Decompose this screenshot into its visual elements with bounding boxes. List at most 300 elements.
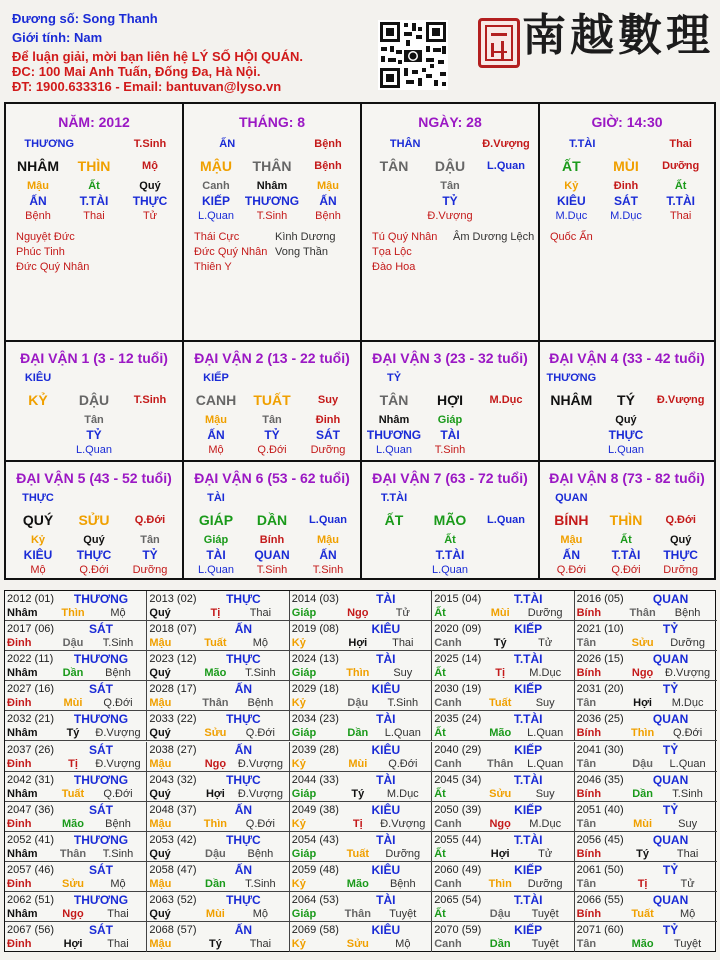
year-branch: Ngọ: [631, 667, 654, 680]
year-branch: Sửu: [204, 727, 227, 740]
year-branch: Tý: [493, 637, 507, 650]
year-cell[interactable]: [5, 892, 147, 922]
year-stem: Tân: [576, 697, 597, 710]
year-cell[interactable]: [575, 621, 717, 651]
hidden-stage: Bệnh: [25, 210, 51, 222]
dai-van-6: [184, 462, 362, 580]
year-stage: Q.Đới: [245, 817, 275, 830]
year-stem: Quý: [149, 787, 171, 800]
year-cell[interactable]: [147, 922, 289, 952]
dai-van-stage: Q.Đới: [665, 514, 696, 526]
year-god: QUAN: [652, 652, 689, 667]
year-cell[interactable]: [432, 591, 574, 621]
year-god: TÀI: [376, 592, 396, 606]
year-cell[interactable]: [290, 802, 432, 832]
dai-van-title: ĐẠI VẬN 8 (73 - 82 tuổi): [549, 470, 705, 486]
dai-van-hidden-stem: Tân: [84, 414, 104, 426]
year-branch: Thân: [629, 607, 656, 619]
year-cell[interactable]: [290, 772, 432, 802]
year-stem: Kỷ: [291, 817, 306, 830]
hidden-stage: M.Dục: [610, 210, 642, 222]
year-branch: Thân: [202, 697, 229, 710]
year-stage: Tuyệt: [531, 908, 559, 920]
dai-van-hidden-stem: Tân: [262, 414, 282, 426]
year-cell[interactable]: [432, 651, 574, 681]
year-cell[interactable]: [432, 862, 574, 892]
year-god: ẤN: [234, 682, 253, 697]
dai-van-stem: ẤT: [384, 512, 404, 528]
year-stem: Kỷ: [291, 637, 306, 650]
dai-van-7: [362, 462, 540, 580]
year-branch: Mão: [62, 817, 84, 830]
year-stage: Bệnh: [105, 817, 131, 830]
dai-van-god: KIẾP: [203, 372, 229, 384]
year-stage: Dưỡng: [385, 847, 421, 860]
year-cell[interactable]: [575, 892, 717, 922]
year-stem: Đinh: [7, 697, 32, 710]
year-branch: Tị: [637, 877, 648, 890]
year-cell[interactable]: [5, 742, 147, 772]
dai-van-branch: DẬU: [78, 392, 110, 408]
star-item: Kình Dương: [275, 231, 336, 243]
year-god: SÁT: [89, 742, 113, 757]
header-line-contact: Để luận giải, mời bạn liên hệ LÝ SỐ HỘI QUÁN.: [12, 49, 303, 64]
dai-van-5: [6, 462, 184, 580]
year-cell[interactable]: [5, 802, 147, 832]
dai-van-god: THƯƠNG: [546, 372, 597, 384]
year-label: 2064 (53): [291, 894, 339, 906]
hidden-god: T.TÀI: [79, 194, 109, 208]
pillar-4: [540, 104, 714, 342]
dai-van-god: QUAN: [555, 492, 588, 504]
year-stage: Tử: [680, 877, 695, 890]
year-stage: Dưỡng: [670, 637, 705, 650]
year-stem: Bính: [576, 607, 602, 619]
dai-van-stem: BÍNH: [554, 512, 589, 528]
year-god: T.TÀI: [513, 592, 543, 606]
year-cell[interactable]: [575, 862, 717, 892]
year-label: 2037 (26): [7, 743, 55, 756]
year-label: 2027 (16): [7, 683, 55, 696]
year-branch: Mão: [346, 877, 369, 890]
year-stage: Bệnh: [247, 847, 274, 860]
hidden-stem: Nhâm: [256, 180, 288, 192]
year-branch: Mùi: [205, 908, 225, 920]
hidden-stage: Thai: [83, 210, 105, 222]
year-cell[interactable]: [5, 772, 147, 802]
year-cell[interactable]: [5, 832, 147, 862]
year-label: 2032 (21): [7, 713, 55, 726]
year-cell[interactable]: [290, 892, 432, 922]
year-label: 2051 (40): [576, 803, 624, 816]
year-cell[interactable]: [432, 832, 574, 862]
year-stage: Q.Đới: [388, 757, 418, 770]
dai-van-stem: KỶ: [28, 392, 48, 408]
hidden-god: THƯƠNG: [244, 194, 300, 208]
year-god: SÁT: [89, 862, 113, 877]
dai-van-hidden-stem: Ất: [444, 534, 456, 546]
year-stage: M.Dục: [671, 697, 704, 710]
year-god: ẤN: [234, 923, 253, 938]
year-label: 2017 (06): [7, 623, 55, 636]
dai-van-hidden-stage: Mộ: [30, 564, 46, 576]
year-cell[interactable]: [575, 651, 717, 681]
year-stem: Bính: [576, 908, 602, 920]
year-stem: Ất: [434, 847, 446, 860]
year-stem: Tân: [576, 757, 597, 770]
year-branch: Thìn: [630, 727, 655, 740]
dai-van-hidden-stem: Mậu: [205, 414, 227, 426]
year-cell[interactable]: [575, 832, 717, 862]
year-cell[interactable]: [5, 711, 147, 741]
year-label: 2040 (29): [434, 743, 482, 756]
year-stem: Đinh: [7, 757, 32, 770]
year-branch: Tý: [636, 847, 650, 860]
year-branch: Dần: [62, 667, 84, 680]
hidden-stem: Quý: [139, 180, 161, 192]
year-stem: Canh: [434, 817, 462, 830]
year-cell[interactable]: [290, 681, 432, 711]
star-item: Phúc Tinh: [16, 246, 65, 258]
year-branch: Thìn: [61, 607, 85, 619]
year-stem: Ất: [434, 607, 446, 619]
year-branch: Hợi: [490, 847, 510, 860]
year-branch: Thân: [59, 847, 87, 860]
year-cell[interactable]: [432, 742, 574, 772]
year-cell[interactable]: [147, 772, 289, 802]
dai-van-hidden-stem: Mậu: [560, 534, 583, 546]
year-branch: Thân: [344, 908, 371, 920]
year-label: 2056 (45): [576, 833, 624, 846]
year-cell[interactable]: [575, 922, 717, 952]
year-cell[interactable]: [290, 922, 432, 952]
dai-van-hidden-stem: Quý: [83, 534, 105, 546]
dai-van-god: T.TÀI: [380, 492, 408, 504]
header-line-gender: Giới tính: Nam: [12, 30, 103, 45]
year-stem: Nhâm: [7, 607, 38, 619]
year-stage: L.Quan: [527, 727, 564, 740]
dai-van-stage: Q.Đới: [134, 514, 166, 526]
year-stage: Mộ: [252, 908, 269, 920]
dai-van-hidden-god: ẤN: [319, 548, 337, 562]
star-item: Đức Quý Nhân: [194, 246, 268, 258]
year-stem: Bính: [576, 787, 602, 800]
year-stage: T.Sinh: [387, 697, 419, 710]
year-branch: Ngọ: [62, 908, 84, 920]
year-branch: Tuất: [61, 787, 85, 800]
dai-van-hidden-stage: Q.Đới: [79, 564, 109, 576]
year-stem: Kỷ: [291, 877, 306, 890]
year-stage: Dưỡng: [527, 607, 563, 619]
year-cell[interactable]: [432, 802, 574, 832]
year-stage: Đ.Vượng: [95, 757, 141, 770]
dai-van-hidden-god: ẤN: [207, 428, 225, 442]
dai-van-hidden-stem: Tân: [140, 534, 160, 546]
year-stage: Đ.Vượng: [237, 757, 283, 770]
hidden-stem: Tân: [440, 180, 460, 192]
year-god: THỰC: [226, 592, 261, 606]
year-stem: Canh: [434, 697, 462, 710]
heavenly-stem: ẤT: [561, 158, 581, 174]
year-cell[interactable]: [432, 621, 574, 651]
year-stage: Suy: [535, 787, 555, 800]
year-label: 2031 (20): [576, 683, 624, 696]
hidden-stem: Ất: [88, 180, 100, 192]
dai-van-hidden-stage: L.Quan: [75, 444, 113, 456]
year-cell[interactable]: [290, 832, 432, 862]
year-god: T.TÀI: [513, 893, 543, 907]
year-cell[interactable]: [432, 892, 574, 922]
dai-van-hidden-stage: Dưỡng: [663, 564, 699, 576]
year-stage: Tử: [538, 637, 553, 650]
year-stage: Thai: [107, 938, 129, 951]
year-cell[interactable]: [147, 862, 289, 892]
year-god: ẤN: [234, 802, 253, 817]
year-cell[interactable]: [575, 591, 717, 621]
year-branch: Tị: [495, 667, 506, 680]
year-branch: Thìn: [346, 667, 370, 680]
year-cell[interactable]: [5, 922, 147, 952]
dai-van-stem: CANH: [195, 392, 237, 408]
year-cell[interactable]: [147, 591, 289, 621]
year-stage: M.Dục: [529, 817, 562, 830]
year-god: KIÊU: [371, 622, 401, 637]
year-label: 2022 (11): [7, 653, 54, 666]
year-cell[interactable]: [290, 711, 432, 741]
dai-van-hidden-god: ẤN: [562, 548, 580, 562]
hidden-god: THỰC: [132, 194, 168, 208]
year-stage: Mộ: [110, 877, 126, 890]
year-god: ẤN: [234, 862, 253, 877]
year-stem: Kỷ: [291, 938, 306, 951]
hidden-stage: M.Dục: [555, 210, 588, 222]
year-stage: L.Quan: [384, 727, 421, 740]
pillar-stem-god: THÂN: [389, 138, 421, 150]
year-branch: Tuất: [346, 847, 369, 860]
star-item: Thiên Y: [194, 261, 232, 273]
year-god: TÀI: [376, 772, 396, 787]
year-cell[interactable]: [432, 681, 574, 711]
header-line-address: ĐC: 100 Mai Anh Tuấn, Đống Đa, Hà Nội.: [12, 64, 261, 79]
header-line-name: Đương số: Song Thanh: [12, 11, 158, 26]
year-branch: Hợi: [63, 938, 83, 951]
dai-van-hidden-stem: Bính: [259, 534, 285, 546]
year-god: THỰC: [226, 772, 261, 787]
year-branch: Tị: [352, 817, 363, 830]
year-cell[interactable]: [147, 681, 289, 711]
earthly-branch: THÌN: [77, 158, 111, 174]
branch-stage: Bệnh: [314, 160, 342, 172]
star-item: Quốc Ấn: [550, 231, 593, 243]
dai-van-hidden-god: SÁT: [316, 428, 340, 442]
year-label: 2035 (24): [434, 713, 482, 726]
year-cell[interactable]: [5, 681, 147, 711]
year-branch: Tý: [66, 727, 80, 740]
year-cell[interactable]: [147, 651, 289, 681]
year-label: 2034 (23): [291, 713, 339, 726]
year-branch: Ngọ: [204, 757, 227, 770]
year-branch: Tuất: [204, 637, 227, 650]
year-cell[interactable]: [575, 742, 717, 772]
year-cell[interactable]: [432, 711, 574, 741]
header-line-phone-email: ĐT: 1900.633316 - Email: bantuvan@lyso.vn: [12, 79, 282, 94]
dai-van-branch: MÃO: [433, 512, 467, 528]
year-god: KIẾP: [514, 802, 543, 817]
year-stem: Bính: [576, 847, 602, 860]
year-label: 2054 (43): [291, 833, 339, 846]
hidden-stage: L.Quan: [197, 210, 235, 222]
pillar-top-stage: T.Sinh: [133, 138, 167, 150]
hidden-stage: Bệnh: [315, 210, 341, 222]
year-stage: Dưỡng: [527, 877, 563, 890]
dai-van-stage: Suy: [317, 394, 339, 406]
year-stem: Kỷ: [291, 757, 306, 770]
year-stem: Canh: [434, 637, 462, 650]
year-cell[interactable]: [575, 681, 717, 711]
year-stage: Mộ: [679, 908, 696, 920]
star-item: Vong Thần: [275, 246, 329, 258]
year-branch: Mùi: [63, 697, 83, 710]
year-stem: Mậu: [149, 877, 172, 890]
year-god: THỰC: [226, 712, 261, 727]
dai-van-hidden-stem: Giáp: [437, 414, 463, 426]
year-stage: Bệnh: [389, 877, 416, 890]
year-cell[interactable]: [290, 742, 432, 772]
year-stage: Thai: [676, 847, 699, 860]
dai-van-branch: DẦN: [256, 512, 288, 528]
year-cell[interactable]: [147, 832, 289, 862]
year-god: THƯƠNG: [73, 652, 129, 667]
year-stem: Bính: [576, 727, 602, 740]
year-cell[interactable]: [147, 742, 289, 772]
year-cell[interactable]: [5, 862, 147, 892]
year-stage: Tử: [538, 847, 553, 860]
year-cell[interactable]: [5, 591, 147, 621]
dai-van-hidden-god: TỶ: [86, 428, 102, 442]
dai-van-stage: M.Dục: [489, 394, 523, 406]
year-cell[interactable]: [575, 802, 717, 832]
hidden-god: ẤN: [319, 194, 337, 208]
year-stage: Đ.Vượng: [95, 727, 141, 740]
year-label: 2059 (48): [291, 863, 339, 876]
pillar-top-stage: Đ.Vượng: [482, 138, 530, 150]
year-cell[interactable]: [290, 621, 432, 651]
dai-van-hidden-stem: Mậu: [317, 534, 339, 546]
year-branch: Tý: [208, 938, 222, 951]
year-cell[interactable]: [147, 711, 289, 741]
year-cell[interactable]: [290, 862, 432, 892]
dai-van-hidden-god: KIÊU: [23, 548, 53, 562]
year-stem: Tân: [576, 877, 597, 890]
year-stage: T.Sinh: [672, 787, 703, 800]
year-god: T.TÀI: [513, 652, 543, 667]
star-item: Tọa Lộc: [372, 246, 412, 258]
year-branch: Dần: [347, 727, 369, 740]
year-stem: Nhâm: [7, 847, 38, 860]
year-cell[interactable]: [147, 892, 289, 922]
year-stage: M.Dục: [529, 667, 562, 680]
pillar-title: GIỜ: 14:30: [591, 114, 663, 130]
year-label: 2025 (14): [434, 653, 482, 666]
year-god: TỶ: [662, 923, 679, 938]
year-label: 2057 (46): [7, 863, 55, 876]
year-stage: Tử: [395, 607, 410, 619]
hidden-god: ẤN: [29, 194, 47, 208]
dai-van-hidden-god: TỶ: [142, 548, 158, 562]
year-cell[interactable]: [5, 651, 147, 681]
branch-stage: L.Quan: [487, 160, 525, 172]
year-label: 2052 (41): [7, 833, 55, 846]
year-label: 2065 (54): [434, 894, 482, 906]
dai-van-branch: SỬU: [78, 512, 110, 528]
year-cell[interactable]: [147, 802, 289, 832]
year-cell[interactable]: [147, 621, 289, 651]
dai-van-hidden-stem: Đinh: [315, 414, 341, 426]
hidden-god: TỶ: [442, 194, 458, 208]
year-stage: Tuyệt: [674, 938, 702, 951]
year-branch: Hợi: [633, 697, 652, 710]
qr-code-icon[interactable]: [378, 20, 448, 90]
year-cell[interactable]: [575, 711, 717, 741]
annual-luck-grid: [4, 590, 716, 952]
year-stem: Giáp: [291, 727, 317, 740]
year-label: 2023 (12): [149, 653, 197, 666]
year-cell[interactable]: [575, 772, 717, 802]
year-branch: Tuất: [488, 697, 512, 710]
year-branch: Dậu: [205, 847, 226, 860]
year-god: THỰC: [226, 832, 261, 847]
year-label: 2069 (58): [291, 924, 339, 937]
year-stem: Canh: [434, 938, 462, 951]
heavenly-stem: NHÂM: [17, 158, 59, 174]
year-stem: Ất: [434, 787, 446, 800]
year-label: 2024 (13): [291, 653, 339, 666]
year-god: QUAN: [652, 772, 689, 787]
year-stage: Q.Đới: [103, 697, 133, 710]
year-cell[interactable]: [290, 591, 432, 621]
year-label: 2049 (38): [291, 803, 339, 816]
pillar-2: [184, 104, 362, 342]
year-god: ẤN: [234, 622, 253, 637]
year-branch: Ngọ: [347, 607, 369, 619]
year-god: QUAN: [652, 893, 689, 907]
year-cell[interactable]: [290, 651, 432, 681]
year-cell[interactable]: [432, 922, 574, 952]
year-cell[interactable]: [432, 772, 574, 802]
year-stage: L.Quan: [527, 757, 564, 770]
year-stage: Đ.Vượng: [380, 817, 426, 830]
hidden-stem: Mậu: [27, 180, 49, 192]
year-label: 2026 (15): [576, 653, 624, 666]
pillar-stem-god: ẤN: [219, 138, 236, 150]
dai-van-hidden-god: THỰC: [76, 548, 112, 562]
year-branch: Hợi: [205, 787, 225, 800]
year-god: QUAN: [652, 832, 689, 847]
year-branch: Dần: [489, 938, 511, 951]
year-stem: Ất: [434, 727, 446, 740]
year-stem: Giáp: [291, 607, 317, 619]
year-stem: Quý: [149, 607, 171, 619]
dai-van-hidden-stage: Q.Đới: [257, 444, 287, 456]
dai-van-hidden-stem: Ất: [620, 534, 632, 546]
dai-van-title: ĐẠI VẬN 1 (3 - 12 tuổi): [20, 350, 168, 366]
year-branch: Ngọ: [489, 817, 511, 830]
year-stage: Mộ: [395, 938, 411, 951]
year-cell[interactable]: [5, 621, 147, 651]
star-item: Tú Quý Nhân: [372, 231, 438, 243]
pillar-title: NĂM: 2012: [58, 114, 130, 130]
dai-van-hidden-stage: L.Quan: [607, 444, 645, 456]
